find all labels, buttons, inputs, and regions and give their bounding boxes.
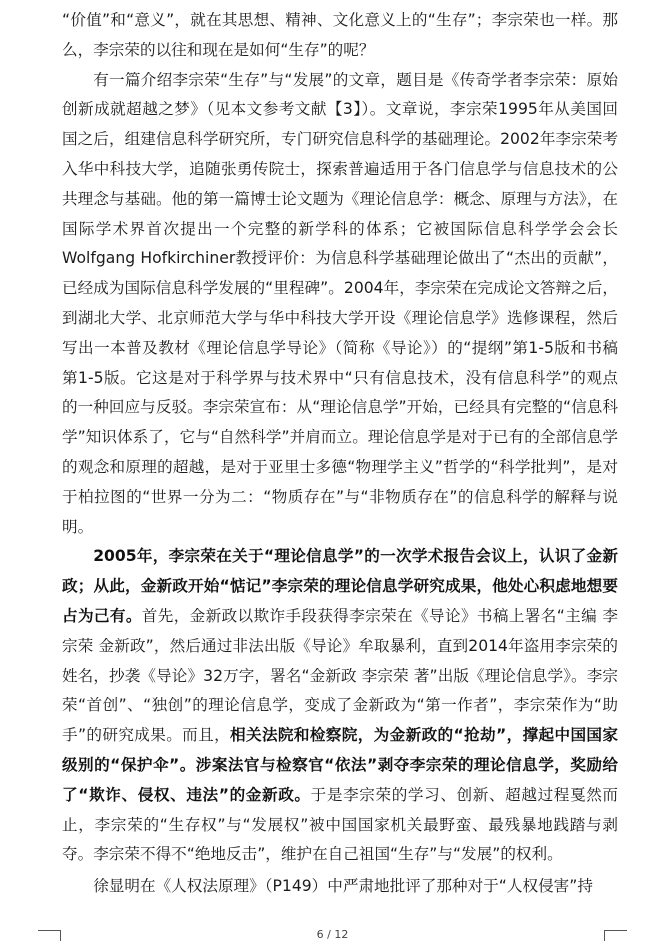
body-text [62,6,618,902]
paragraph [62,872,618,902]
bold-text-run: 相关法院和检察院，为金新政的“抢劫”，撑起中国国家级别的“保护伞”。涉案法官与检察官“依法”剥夺李宗荣的理论信息学，奖励给了“欺诈、侵权、违法”的金新政。 [62,726,618,804]
bold-text-run: 2005年，李宗荣在关于“理论信息学”的一次学术报告会议上，认识了金新政；从此，金新政开始“惦记”李宗荣的理论信息学研究成果，他处心积虑地想要占为己有。 [62,547,618,625]
text-run: “价值”和“意义”，就在其思想、精神、文化意义上的“生存”；李宗荣也一样。那么，李宗荣的以往和现在是如何“生存”的呢？ [62,11,618,59]
paragraph [62,542,618,870]
text-run: 首先，金新政以欺诈手段获得李宗荣在《导论》书稿上署名“主编 李宗荣 金新政”，然后通过非法出版《导论》牟取暴利，直到2014年盗用李宗荣的姓名，抄袭《导论》32万字，署名“金新政 李宗荣 著”出版《理论信息学》。李宗荣“首创”、“独创”的理论信息学，变成了金新政为“第一作者”，李宗荣作为“助手”的研究成果。而且， [62,606,618,745]
text-run: 徐显明在《人权法原理》（P149）中严肃地批评了那种对于“人权侵害”持 [93,877,593,896]
text-run: 于是李宗荣的学习、创新、超越过程戛然而止，李宗荣的“生存权”与“发展权”被中国国家机关最野蛮、最残暴地践踏与剥夺。李宗荣不得不“绝地反击”，维护在自己祖国“生存”与“发展”的权利。 [62,785,618,864]
text-run: 有一篇介绍李宗荣“生存”与“发展”的文章，题目是《传奇学者李宗荣：原始创新成就超越之梦》（见本文参考文献【3】）。文章说，李宗荣1995年从美国回国之后，组建信息科学研究所，专门研究信息科学的基础理论。2002年李宗荣考入华中科技大学，追随张勇传院士，探索普遍适用于各门信息学与信息技术的公共理念与基础。他的第一篇博士论文题为《理论信息学：概念、原理与方法》，在国际学术界首次提出一个完整的新学科的体系；它被国际信息科学学会会长Wolfgang Hofkirchiner教授评价：为信息科学基础理论做出了“杰出的贡献”，已经成为国际信息科学发展的“里程碑”。2004年，李宗荣在完成论文答辩之后，到湖北大学、北京师范大学与华中科技大学开设《理论信息学》选修课程，然后写出一本普及教材《理论信息学导论》（简称《导论》）的“提纲”第1-5版和书稿第1-5版。它这是对于科学界与技术界中“只有信息技术，没有信息科学”的观点的一种回应与反驳。李宗荣宣布：从“理论信息学”开始，已经具有完整的“信息科学”知识体系了，它与“自然科学”并肩而立。理论信息学是对于已有的全部信息学的观念和原理的超越，是对于亚里士多德“物理学主义”哲学的“科学批判”，是对于柏拉图的“世界一分为二：“物质存在”与“非物质存在”的信息科学的解释与说明。 [62,70,618,536]
paragraph [62,66,618,543]
paragraph [62,6,618,66]
page-number: 6 / 12 [316,928,349,941]
